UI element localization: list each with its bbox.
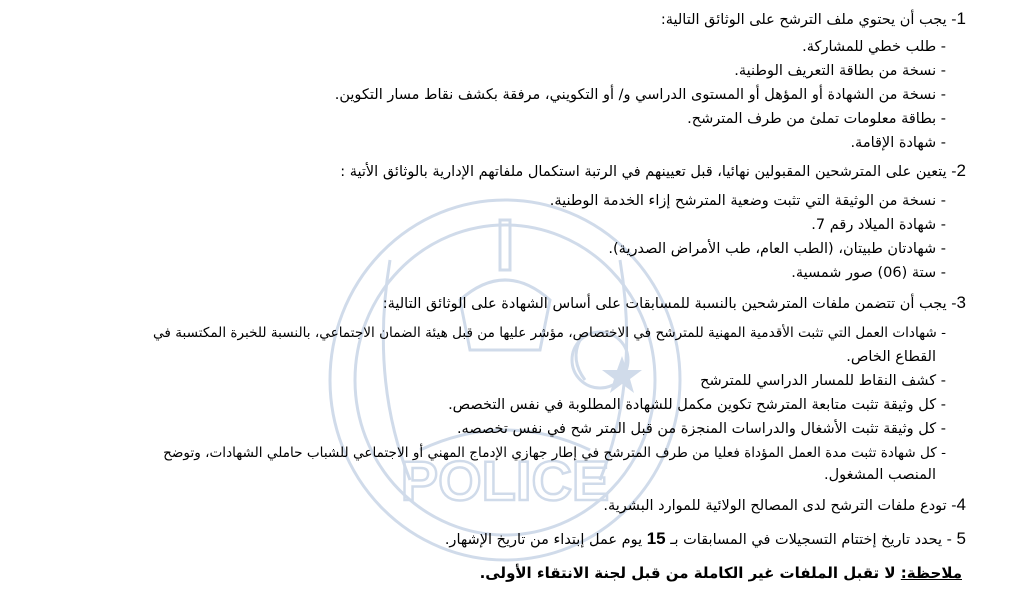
section-3-item-1: - شهادات العمل التي تثبت الأقدمية المهنية للمترشح في الاختصاص، مؤشر عليها من قبل هيئة الضمان الاجتماعي، بالنسبة للخبرة المكتسبة في	[153, 325, 946, 341]
section-4-heading-text: - تودع ملفات الترشح لدى المصالح الولائية للموارد البشرية.	[603, 498, 957, 514]
section-4-number: 4	[956, 495, 966, 514]
section-2-item-1: - نسخة من الوثيقة التي تثبت وضعية المترشح إزاء الخدمة الوطنية.	[549, 193, 946, 209]
section-2-heading	[340, 160, 966, 182]
section-1-number: 1	[956, 9, 966, 28]
section-1-item-2: - نسخة من بطاقة التعريف الوطنية.	[734, 63, 946, 79]
section-1-heading-text: - يجب أن يحتوي ملف الترشح على الوثائق التالية:	[660, 12, 957, 28]
section-3-heading-text: - يجب أن تتضمن ملفات المترشحين بالنسبة للمسابقات على أساس الشهادة على الوثائق التالية:	[382, 296, 957, 312]
section-1-heading	[661, 8, 966, 30]
section-2-item-2: - شهادة الميلاد رقم 7.	[811, 217, 946, 233]
section-3-heading	[383, 292, 966, 314]
section-1-item-4: - بطاقة معلومات تملئ من طرف المترشح.	[687, 111, 946, 127]
note-text: لا تقبل الملفات غير الكاملة من قبل لجنة الانتقاء الأولى.	[479, 564, 896, 582]
section-1-item-5: - شهادة الإقامة.	[850, 135, 946, 151]
section-3-item-3: - كل وثيقة تثبت متابعة المترشح تكوين مكمل للشهادة المطلوبة في نفس التخصص.	[448, 397, 946, 413]
section-3-item-5-continued: المنصب المشغول.	[823, 467, 936, 483]
section-4-heading	[603, 494, 966, 516]
section-5-heading-before: - يحدد تاريخ إختتام التسجيلات في المسابقات بـ	[670, 532, 952, 548]
section-3-item-4: - كل وثيقة تثبت الأشغال والدراسات المنجزة من قبل المتر شح في نفس تخصصه.	[456, 421, 946, 437]
section-3-item-1-continued: القطاع الخاص.	[846, 349, 936, 365]
section-2-item-3: - شهادتان طبيتان، (الطب العام، طب الأمراض الصدرية).	[608, 241, 946, 257]
section-5-heading	[445, 528, 966, 550]
section-2-item-4: - ستة (06) صور شمسية.	[791, 265, 946, 281]
section-1-item-1: - طلب خطي للمشاركة.	[802, 39, 946, 55]
section-2-heading-text: - يتعين على المترشحين المقبولين نهائيا، قبل تعيينهم في الرتبة استكمال ملفاتهم الإدارية بالوثائق الأتية :	[340, 164, 957, 180]
section-3-item-2: - كشف النقاط للمسار الدراسي للمترشح	[700, 373, 946, 389]
section-3-number: 3	[956, 293, 966, 312]
note-label: ملاحظة:	[900, 564, 962, 582]
section-1-item-3: - نسخة من الشهادة أو المؤهل أو المستوى الدراسي و/ أو التكويني، مرفقة بكشف نقاط مسار التكوين.	[334, 87, 946, 103]
section-5-heading-after: يوم عمل إبتداء من تاريخ الإشهار.	[444, 532, 643, 548]
section-5-number: 5	[956, 529, 966, 548]
watermark-police-text: POLICE	[400, 449, 610, 512]
section-3-item-5: - كل شهادة تثبت مدة العمل المؤداة فعليا من طرف المترشح في إطار جهازي الإدماج المهني أو الاجتماعي للشباب حاملي الشهادات، وتوضح	[163, 445, 946, 461]
section-2-number: 2	[956, 161, 966, 180]
section-5-days-count: 15	[646, 529, 666, 548]
note	[480, 562, 962, 584]
